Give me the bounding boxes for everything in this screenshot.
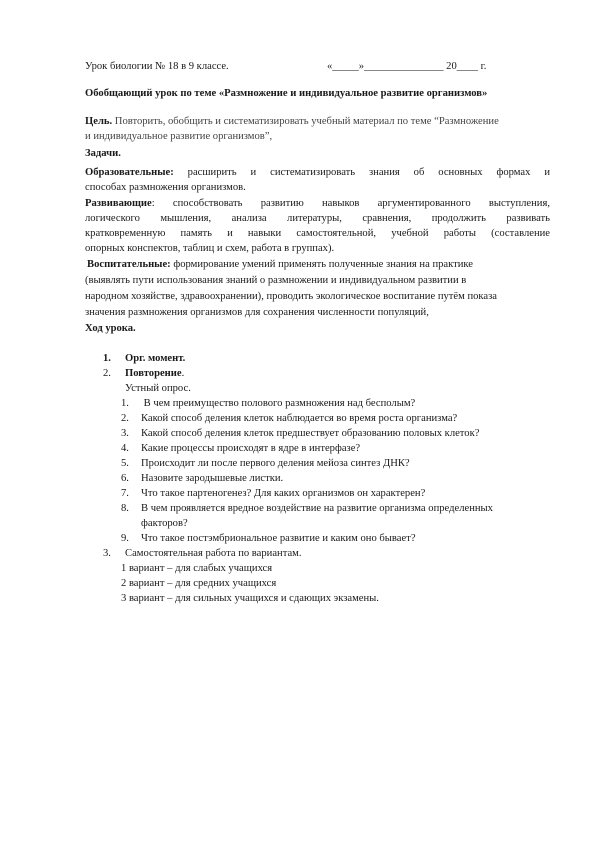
upbringing-label: Воспитательные: (87, 259, 171, 270)
upbringing-line-4: значения размножения организмов для сохранения численности популяций, (85, 307, 429, 318)
oral-survey-label: Устный опрос. (125, 383, 191, 394)
developing-line-2: логического мышления, анализа литературы, сравнения, продолжить развивать (85, 213, 550, 224)
question-3: 3. Какой способ деления клеток предшествует образованию половых клеток? (121, 428, 480, 439)
tasks-heading: Задачи. (85, 148, 121, 159)
goal-line-2: и индивидуальное развитие организмов”, (85, 131, 273, 142)
page-title: Обобщающий урок по теме «Размножение и индивидуальное развитие организмов» (85, 88, 488, 99)
question-5: 5. Происходит ли после первого деления мейоза синтез ДНК? (121, 458, 410, 469)
variant-1: 1 вариант – для слабых учащихся (121, 563, 273, 574)
question-8: 8. В чем проявляется вредное воздействие на развитие организма определенных (121, 503, 493, 514)
educational-line-2: способах размножения организмов. (85, 182, 246, 193)
question-2: 2. Какой способ деления клеток наблюдается во время роста организма? (121, 413, 458, 424)
question-7: 7. Что такое партеногенез? Для каких организмов он характерен? (121, 488, 426, 499)
question-9: 9. Что такое постэмбриональное развитие и каким оно бывает? (121, 533, 416, 544)
developing-line-4: опорных конспектов, таблиц и схем, работа в группах). (85, 243, 335, 254)
upbringing-line-3: народном хозяйстве, здравоохранении), проводить экологическое воспитание путём показа (85, 291, 498, 302)
goal-text: Повторить, обобщить и систематизировать учебный материал по теме “Размножение (112, 116, 499, 127)
step-3: 3. Самостоятельная работа по вариантам. (103, 548, 302, 559)
variant-3: 3 вариант – для сильных учащихся и сдающих экзамены. (121, 593, 379, 604)
step-1: 1. Орг. момент. (103, 353, 186, 364)
upbringing-line-1: Воспитательные: формирование умений применять полученные знания на практике (87, 259, 474, 270)
question-6: 6. Назовите зародышевые листки. (121, 473, 284, 484)
lesson-heading: Ход урока. (85, 323, 136, 334)
step-2: 2. Повторение. (103, 368, 185, 379)
question-4: 4. Какие процессы происходят в ядре в интерфазе? (121, 443, 361, 454)
upbringing-line-2: (выявлять пути использования знаний о размножении и индивидуальном развитии в (85, 275, 467, 286)
variant-2: 2 вариант – для средних учащихся (121, 578, 277, 589)
lesson-number: Урок биологии № 18 в 9 классе. (85, 61, 229, 72)
developing-line-1: Развивающие: способствовать развитию навыков аргументированного выступления, (85, 198, 550, 209)
educational-label: Образовательные: (85, 167, 174, 178)
developing-line-3: кратковременную память и навыки самостоятельной, учебной работы (составление (85, 228, 550, 239)
educational-line-1: Образовательные: расширить и систематизировать знания об основных формах и (85, 167, 550, 178)
lesson-date: «_____»_______________ 20____ г. (327, 61, 487, 72)
question-1: 1. В чем преимущество полового размножения над бесполым? (121, 398, 416, 409)
question-8-continued: факторов? (141, 518, 188, 529)
goal-label: Цель. (85, 116, 113, 127)
goal-line-1 (85, 114, 499, 129)
developing-label: Развивающие (85, 198, 152, 209)
